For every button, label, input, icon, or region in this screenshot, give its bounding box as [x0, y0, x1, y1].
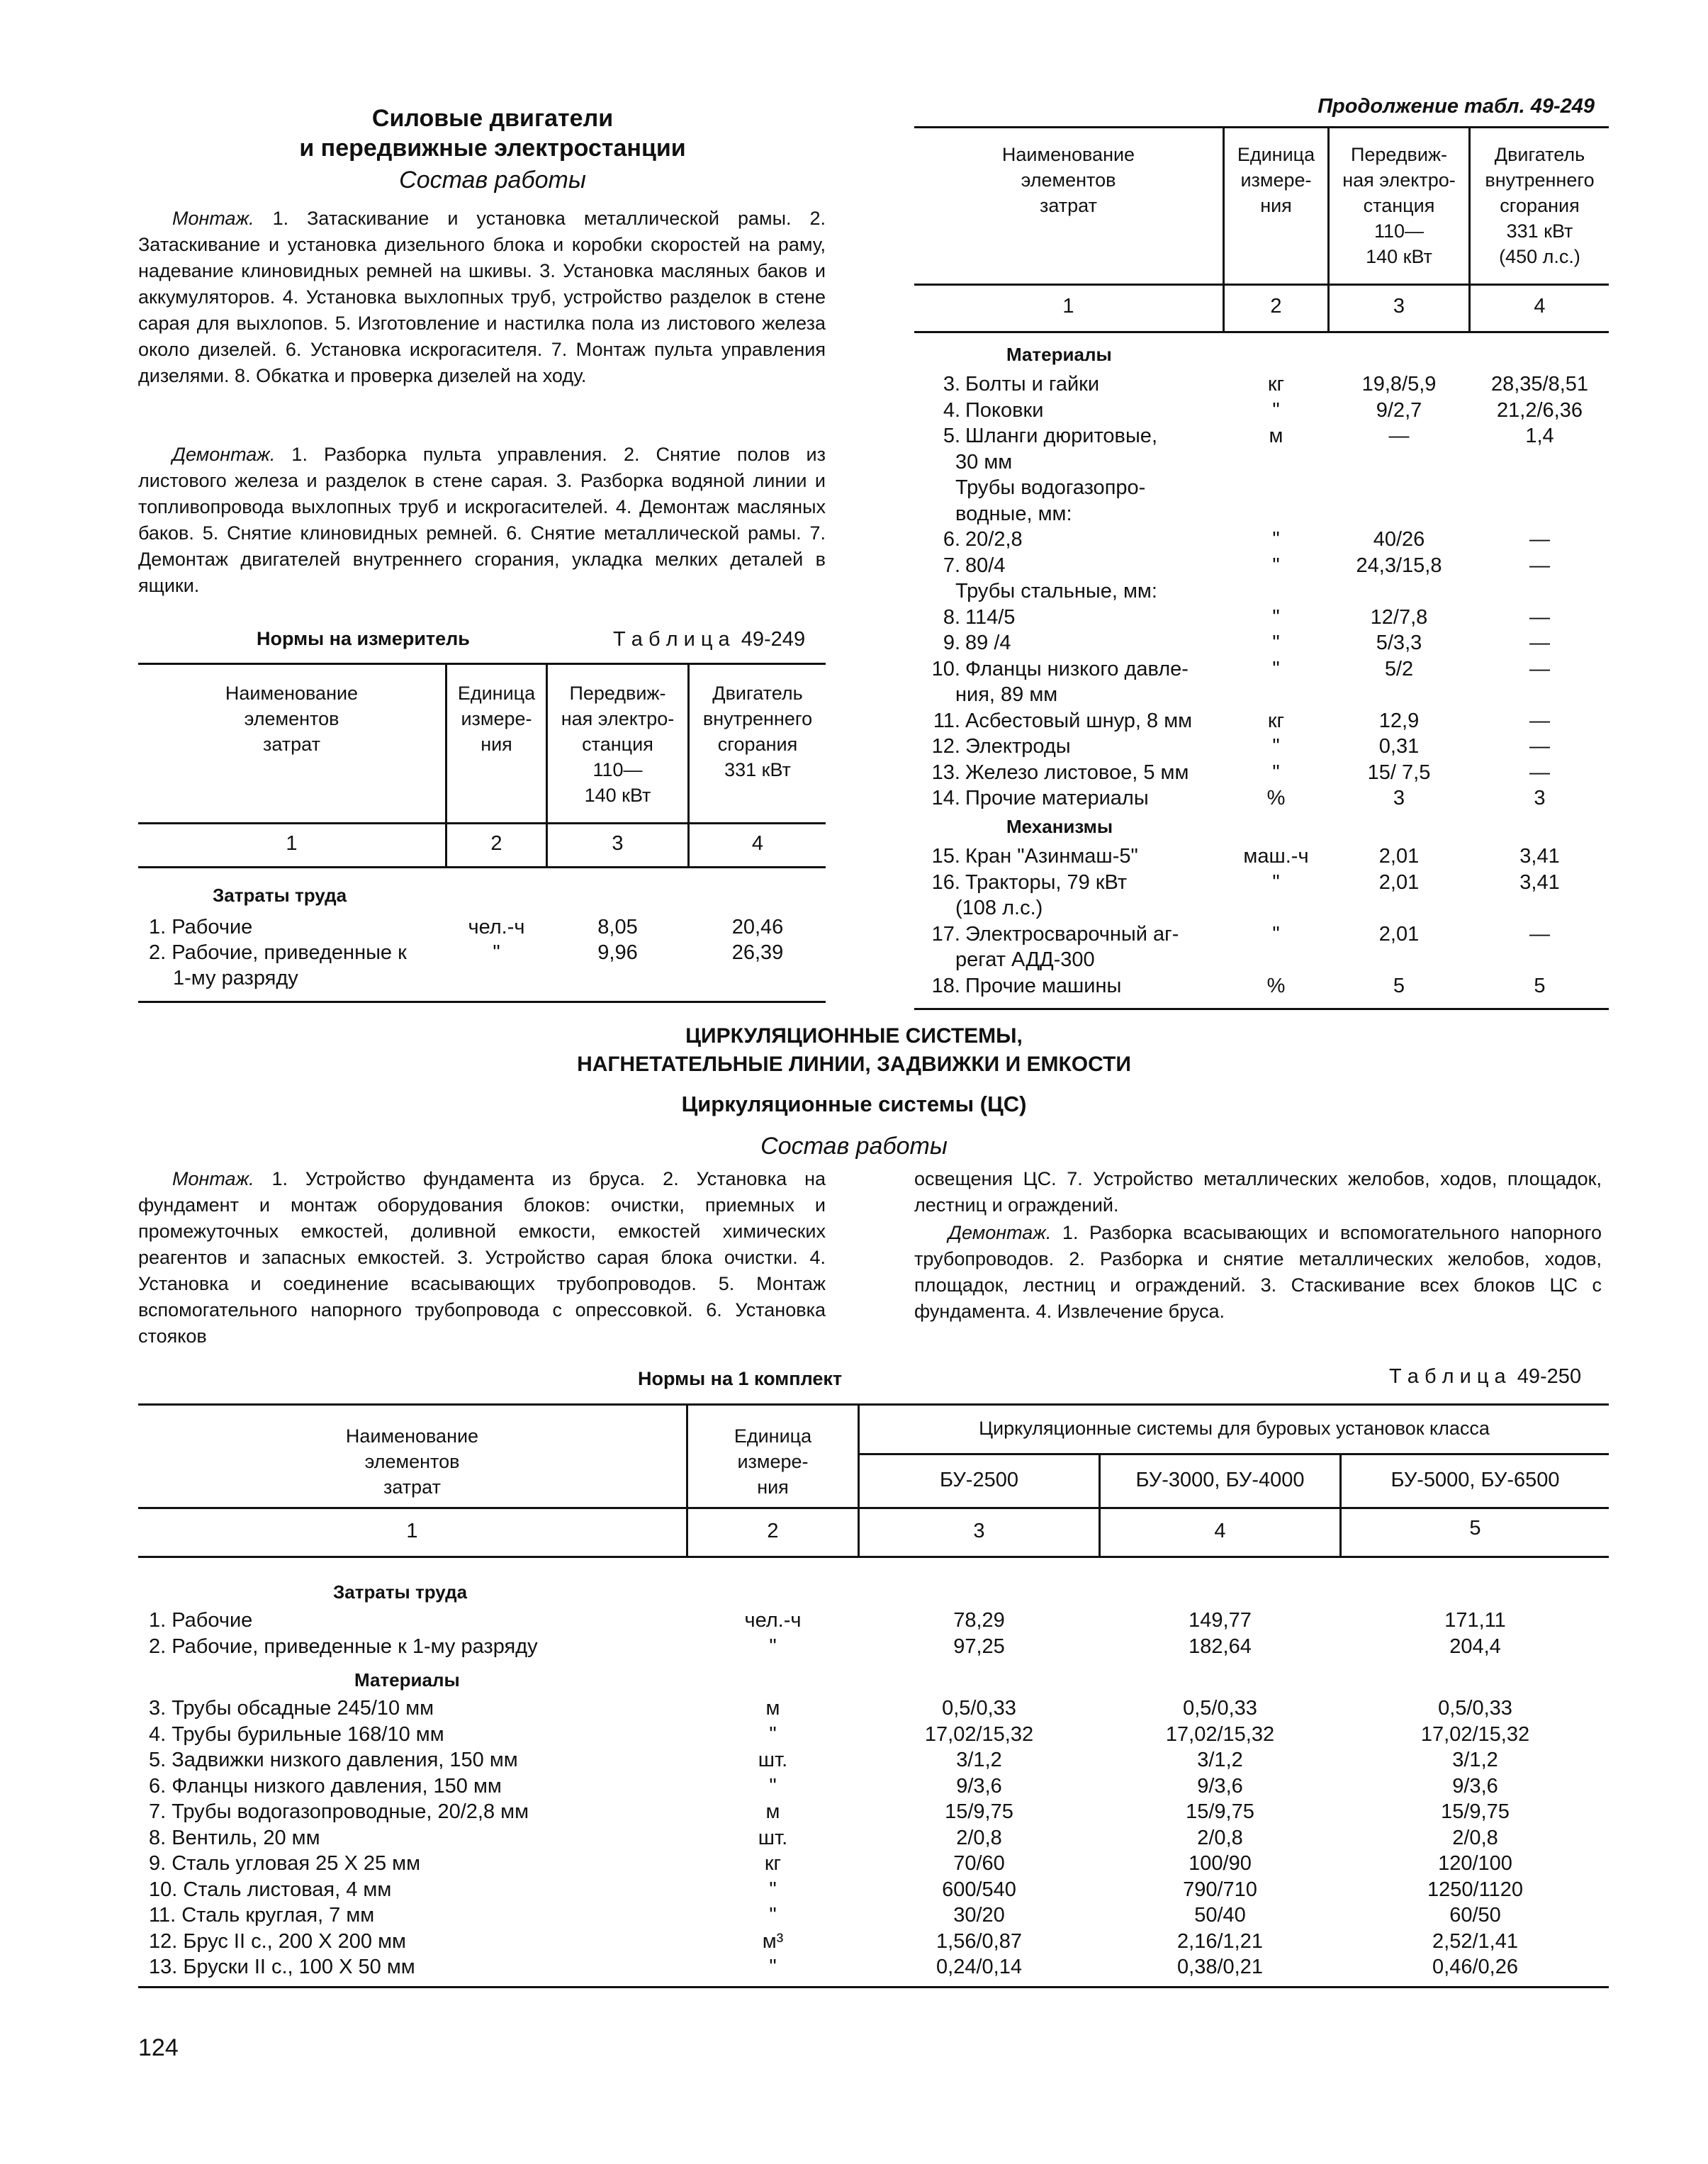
row-unit: маш.-ч: [1243, 845, 1309, 868]
row-station-value: —: [1388, 425, 1410, 447]
row-unit: м: [765, 1800, 780, 1823]
row-unit: ": [769, 1904, 777, 1927]
row-bu2500-value: 3/1,2: [956, 1749, 1002, 1771]
row-unit: ": [1272, 632, 1280, 654]
table250-colnum-2: 2: [767, 1520, 779, 1542]
table250-colnum-1: 1: [406, 1520, 418, 1542]
row-bu3000-value: 50/40: [1194, 1904, 1246, 1927]
row-number: 3.: [943, 373, 960, 396]
row-name: Кран "Азинмаш-5": [965, 845, 1138, 868]
row-bu3000-value: 17,02/15,32: [1165, 1722, 1275, 1746]
circ-montage-paragraph: [138, 1166, 826, 1350]
row-engine-value: —: [1529, 709, 1550, 732]
row-name: 11. Сталь круглая, 7 мм: [149, 1904, 375, 1927]
row-bu3000-value: 9/3,6: [1197, 1774, 1243, 1798]
row-engine-value: —: [1529, 528, 1550, 551]
table249c-header-rule: [914, 284, 1609, 286]
row-engine-value: 28,35/8,51: [1490, 373, 1589, 396]
row-engine-value: —: [1529, 605, 1550, 629]
row-bu5000-value: 2/0,8: [1452, 1826, 1498, 1849]
section-title-line2: и передвижные электростанции: [299, 135, 686, 162]
circ-right-text: освещения ЦС. 7. Устройство металлических желобов, ходов, площадок, лестниц и ограждений.: [914, 1168, 1602, 1216]
row-bu3000-value: 0,5/0,33: [1183, 1697, 1257, 1720]
circ-subheading: Циркуляционные системы (ЦС): [681, 1092, 1027, 1116]
row-unit: ": [769, 1956, 777, 1978]
table249-header-engine: Двигатель внутреннего сгорания 331 кВт: [702, 683, 813, 780]
row-engine-value: —: [1529, 761, 1550, 784]
table249-colnum-3: 3: [612, 832, 624, 855]
row-unit: ": [1272, 735, 1280, 758]
row-bu2500-value: 1,56/0,87: [936, 1929, 1022, 1953]
row-engine-value: 21,2/6,36: [1497, 398, 1583, 422]
row-name: Трубы водогазопро-: [955, 476, 1146, 499]
row-name: 89 /4: [965, 632, 1011, 654]
table250-group-rule: [858, 1453, 1609, 1455]
table249c-section-mechanisms: Механизмы: [1006, 816, 1113, 837]
row-station-value: 9/2,7: [1376, 398, 1422, 422]
table250-header-unit: Единица измере- ния: [734, 1425, 812, 1498]
table250-header-name: Наименование элементов затрат: [345, 1425, 479, 1498]
row-name: 12. Брус II с., 200 X 200 мм: [149, 1929, 406, 1953]
row-bu5000-value: 171,11: [1444, 1609, 1506, 1632]
row-name: 7. Трубы водогазопроводные, 20/2,8 мм: [149, 1800, 529, 1823]
table250-bottom-rule: [138, 1986, 1609, 1988]
section-title-line1: Силовые двигатели: [371, 105, 614, 132]
row-name: 5. Задвижки низкого давления, 150 мм: [149, 1749, 518, 1771]
row-name: Тракторы, 79 кВт: [965, 870, 1128, 894]
labor-unit: ": [493, 941, 500, 964]
table249c-bottom-rule: [914, 1008, 1609, 1010]
row-unit: м³: [762, 1929, 784, 1953]
row-unit: ": [1272, 761, 1280, 784]
circ-montage-label: Монтаж.: [172, 1168, 254, 1189]
row-name: регат АДД-300: [955, 948, 1095, 971]
row-station-value: 2,01: [1378, 845, 1420, 868]
row-bu2500-value: 600/540: [942, 1878, 1016, 1901]
row-name: Фланцы низкого давле-: [965, 657, 1189, 680]
table249c-header-station: Передвиж- ная электро- станция 110— 140 кВт: [1342, 144, 1456, 267]
labor-name-cont: 1-му разряду: [173, 967, 298, 990]
row-unit: кг: [1267, 373, 1285, 396]
row-bu2500-value: 17,02/15,32: [924, 1722, 1034, 1746]
row-bu2500-value: 70/60: [953, 1852, 1005, 1875]
row-name: Прочие машины: [965, 974, 1122, 997]
labor-station: 8,05: [597, 916, 638, 938]
row-number: 15.: [931, 845, 960, 868]
table250-header-rule: [138, 1507, 1609, 1509]
row-station-value: 5/3,3: [1376, 632, 1422, 654]
row-unit: ": [1272, 398, 1280, 422]
row-unit: ": [769, 1635, 777, 1658]
labor-engine: 20,46: [731, 916, 784, 938]
row-engine-value: 3,41: [1519, 845, 1560, 868]
row-unit: чел.-ч: [744, 1609, 802, 1632]
row-number: 8.: [943, 605, 960, 629]
row-engine-value: 3,41: [1519, 870, 1560, 894]
table250-header-group: Циркуляционные системы для буровых установок класса: [979, 1418, 1490, 1439]
circ-heading-1: ЦИРКУЛЯЦИОННЫЕ СИСТЕМЫ,: [685, 1024, 1023, 1048]
circ-demontage-label: Демонтаж.: [948, 1222, 1052, 1243]
row-bu5000-value: 17,02/15,32: [1420, 1722, 1530, 1746]
row-number: 5.: [943, 425, 960, 447]
row-number: 9.: [943, 632, 960, 654]
work-composition-title: Состав работы: [399, 167, 586, 194]
row-name: Болты и гайки: [965, 373, 1100, 396]
table250-num-rule: [138, 1556, 1609, 1558]
row-bu5000-value: 15/9,75: [1441, 1800, 1510, 1823]
row-bu2500-value: 78,29: [953, 1609, 1005, 1632]
row-station-value: 12/7,8: [1370, 605, 1428, 629]
row-engine-value: —: [1529, 735, 1550, 758]
table250-colnum-5: 5: [1469, 1517, 1481, 1540]
labor-name: 2. Рабочие, приведенные к: [149, 941, 407, 964]
row-unit: шт.: [758, 1826, 788, 1849]
row-bu2500-value: 30/20: [953, 1904, 1005, 1927]
row-name: 30 мм: [955, 450, 1013, 473]
table250-top-rule: [138, 1403, 1609, 1406]
row-name: ния, 89 мм: [955, 683, 1058, 706]
row-unit: ": [769, 1722, 777, 1746]
row-name: 80/4: [965, 554, 1006, 577]
montage-text: 1. Затаскивание и установка металлической рамы. 2. Затаскивание и установка дизельного блока и коробки скоростей на раму, надевание клиновидных ремней на шкивы. 3. Установка масляных баков и аккумуляторов. 4. Установка выхлопных труб, устройство разделок в стене сарая для выхлопов. 5. Изготовление и настилка пола из листового железа около дизелей. 6. Установка искрогасителя. 7. Монтаж пульта управления дизелями. 8. Обкатка и проверка дизелей на ходу.: [138, 208, 826, 386]
table-label-249: Т а б л и ц а 49-249: [613, 628, 806, 651]
row-name: Железо листовое, 5 мм: [965, 761, 1189, 784]
labor-unit: чел.-ч: [468, 916, 525, 938]
row-number: 11.: [933, 709, 960, 732]
row-station-value: 19,8/5,9: [1361, 373, 1437, 396]
table249-header-rule: [138, 822, 826, 824]
montage-label: Монтаж.: [172, 208, 254, 229]
row-engine-value: —: [1529, 632, 1550, 654]
table249c-top-rule: [914, 126, 1609, 128]
row-unit: ": [769, 1878, 777, 1901]
table249-section-labor: Затраты труда: [213, 885, 347, 906]
table249c-header-unit: Единица измере- ния: [1237, 144, 1315, 216]
table249-header-unit: Единица измере- ния: [457, 683, 536, 755]
row-bu5000-value: 60/50: [1449, 1904, 1501, 1927]
row-bu5000-value: 204,4: [1449, 1635, 1501, 1658]
row-bu2500-value: 0,24/0,14: [936, 1956, 1022, 1978]
row-number: 16.: [931, 870, 960, 894]
row-bu3000-value: 790/710: [1183, 1878, 1257, 1901]
row-bu3000-value: 3/1,2: [1197, 1749, 1243, 1771]
row-unit: ": [1272, 922, 1280, 946]
table249-bottom-rule: [138, 1001, 826, 1003]
row-unit: м: [765, 1697, 780, 1720]
row-bu3000-value: 15/9,75: [1186, 1800, 1254, 1823]
row-name: Шланги дюритовые,: [965, 425, 1157, 447]
table250-section-materials: Материалы: [354, 1669, 460, 1691]
row-bu5000-value: 3/1,2: [1452, 1749, 1498, 1771]
row-bu5000-value: 120/100: [1438, 1852, 1512, 1875]
row-name: Поковки: [965, 398, 1044, 422]
row-engine-value: 1,4: [1525, 425, 1554, 447]
row-name: Асбестовый шнур, 8 мм: [965, 709, 1193, 732]
row-station-value: 5/2: [1384, 657, 1414, 680]
row-name: 8. Вентиль, 20 мм: [149, 1826, 320, 1849]
row-unit: шт.: [758, 1749, 788, 1771]
row-unit: ": [769, 1774, 777, 1798]
row-name: 4. Трубы бурильные 168/10 мм: [149, 1722, 444, 1746]
row-engine-value: —: [1529, 922, 1550, 946]
labor-engine: 26,39: [731, 941, 784, 964]
page-number: 124: [138, 2034, 179, 2061]
row-bu3000-value: 2/0,8: [1197, 1826, 1243, 1849]
row-engine-value: —: [1529, 554, 1550, 577]
labor-name: 1. Рабочие: [149, 916, 253, 938]
row-engine-value: 5: [1534, 974, 1546, 997]
row-unit: ": [1272, 870, 1280, 894]
row-unit: кг: [1267, 709, 1285, 732]
table249c-num-rule: [914, 331, 1609, 333]
table249-header-name: Наименование элементов затрат: [225, 683, 359, 755]
row-name: Электросварочный аг-: [965, 922, 1179, 946]
demontage-paragraph: [138, 442, 826, 599]
row-name: 6. Фланцы низкого давления, 150 мм: [149, 1774, 502, 1798]
labor-station: 9,96: [597, 941, 638, 964]
row-number: 6.: [943, 528, 960, 551]
row-number: 4.: [943, 398, 960, 422]
row-name: 20/2,8: [965, 528, 1023, 551]
row-number: 10.: [931, 657, 960, 680]
row-bu5000-value: 1250/1120: [1427, 1878, 1523, 1901]
row-name: (108 л.с.): [955, 897, 1043, 919]
row-bu2500-value: 0,5/0,33: [942, 1697, 1016, 1720]
row-unit: %: [1266, 974, 1286, 997]
row-bu2500-value: 15/9,75: [945, 1800, 1013, 1823]
row-name: 1. Рабочие: [149, 1609, 253, 1632]
table-label-250: Т а б л и ц а 49-250: [1389, 1365, 1582, 1388]
row-bu5000-value: 9/3,6: [1452, 1774, 1498, 1798]
row-station-value: 3: [1393, 787, 1405, 809]
norms-label-250: Нормы на 1 комплект: [638, 1368, 843, 1389]
row-bu3000-value: 100/90: [1189, 1852, 1252, 1875]
row-station-value: 12,9: [1378, 709, 1420, 732]
row-station-value: 2,01: [1378, 870, 1420, 894]
row-number: 13.: [931, 761, 960, 784]
table249c-colnum-4: 4: [1534, 295, 1546, 318]
row-station-value: 15/ 7,5: [1367, 761, 1431, 784]
row-name: Прочие материалы: [965, 787, 1149, 809]
row-bu2500-value: 9/3,6: [956, 1774, 1002, 1798]
row-bu2500-value: 2/0,8: [956, 1826, 1002, 1849]
table249c-section-materials: Материалы: [1006, 344, 1112, 365]
table250-subheader-3: БУ-5000, БУ-6500: [1390, 1469, 1560, 1491]
section-title: [138, 103, 847, 163]
row-bu2500-value: 97,25: [953, 1635, 1005, 1658]
table249-colnum-2: 2: [490, 832, 502, 855]
row-bu3000-value: 149,77: [1189, 1609, 1252, 1632]
circ-right-paragraph: [914, 1166, 1602, 1218]
row-station-value: 0,31: [1378, 735, 1420, 758]
table249-top-rule: [138, 663, 826, 665]
row-name: 9. Сталь угловая 25 X 25 мм: [149, 1852, 421, 1875]
table249c-colnum-1: 1: [1062, 295, 1074, 318]
circ-demontage-text: 1. Разборка всасывающих и вспомогательного напорного трубопроводов. 2. Разборка и снятие металлических желобов, ходов, площадок, лестниц и ограждений. 3. Стаскивание всех блоков ЦС с фундамента. 4. Извлечение бруса.: [914, 1222, 1602, 1322]
table250-subheader-2: БУ-3000, БУ-4000: [1135, 1469, 1305, 1491]
row-number: 14.: [931, 787, 960, 809]
table249c-header-name: Наименование элементов затрат: [1001, 144, 1135, 216]
continuation-label: Продолжение табл. 49-249: [1317, 95, 1595, 118]
row-unit: м: [1269, 425, 1283, 447]
demontage-label: Демонтаж.: [172, 444, 276, 465]
row-unit: ": [1272, 605, 1280, 629]
row-bu3000-value: 182,64: [1189, 1635, 1252, 1658]
row-bu3000-value: 0,38/0,21: [1177, 1956, 1263, 1978]
row-station-value: 2,01: [1378, 922, 1420, 946]
row-engine-value: 3: [1534, 787, 1546, 809]
row-station-value: 40/26: [1373, 528, 1425, 551]
row-bu5000-value: 0,46/0,26: [1432, 1956, 1518, 1978]
circ-heading-2: НАГНЕТАТЕЛЬНЫЕ ЛИНИИ, ЗАДВИЖКИ И ЕМКОСТИ: [577, 1053, 1131, 1076]
norms-label: Нормы на измеритель: [257, 628, 470, 649]
row-name: 2. Рабочие, приведенные к 1-му разряду: [149, 1635, 538, 1658]
row-number: 7.: [943, 554, 960, 577]
row-station-value: 24,3/15,8: [1356, 554, 1442, 577]
row-bu5000-value: 0,5/0,33: [1438, 1697, 1512, 1720]
row-name: водные, мм:: [955, 502, 1072, 525]
table249-num-rule: [138, 866, 826, 868]
montage-paragraph: [138, 206, 826, 389]
table249c-colnum-2: 2: [1270, 295, 1282, 318]
table250-subheader-1: БУ-2500: [940, 1469, 1018, 1491]
row-bu5000-value: 2,52/1,41: [1432, 1929, 1518, 1953]
row-station-value: 5: [1393, 974, 1405, 997]
row-name: 114/5: [965, 605, 1016, 629]
circ-work-title: Состав работы: [760, 1133, 948, 1160]
table250-section-labor: Затраты труда: [333, 1581, 468, 1603]
circ-demontage-paragraph: [914, 1220, 1602, 1325]
table249-colnum-1: 1: [286, 832, 298, 855]
row-name: 3. Трубы обсадные 245/10 мм: [149, 1697, 434, 1720]
table249-header-station: Передвиж- ная электро- станция 110— 140 кВт: [561, 683, 675, 806]
row-unit: ": [1272, 554, 1280, 577]
row-number: 17.: [931, 922, 960, 946]
row-unit: ": [1272, 657, 1280, 680]
demontage-text: 1. Разборка пульта управления. 2. Снятие полов из листового железа и разделок в стене сарая. 3. Разборка водяной линии и топливопровода выхлопных труб и искрогасителей. 4. Демонтаж масляных баков. 5. Снятие клиновидных ремней. 6. Снятие металлической рамы. 7. Демонтаж двигателей внутреннего сгорания, укладка мелких деталей в ящики.: [138, 444, 826, 596]
row-bu3000-value: 2,16/1,21: [1177, 1929, 1263, 1953]
row-name: 13. Бруски II с., 100 X 50 мм: [149, 1956, 415, 1978]
row-number: 18.: [931, 974, 960, 997]
table249c-header-engine: Двигатель внутреннего сгорания 331 кВт (450 л.с.): [1485, 144, 1595, 267]
row-unit: ": [1272, 528, 1280, 551]
row-number: 12.: [931, 735, 960, 758]
row-name: Электроды: [965, 735, 1071, 758]
circ-montage-text: 1. Устройство фундамента из бруса. 2. Установка на фундамент и монтаж оборудования блоков: очистки, приемных и промежуточных емкостей, доливной емкости, емкостей химических реагентов и запасных емкостей. 3. Устройство сарая блока очистки. 4. Установка и соединение всасывающих трубопроводов. 5. Монтаж вспомогательного напорного трубопровода с опрессовкой. 6. Установка стояков: [138, 1168, 826, 1347]
table249-colnum-4: 4: [751, 832, 764, 855]
row-unit: кг: [764, 1852, 782, 1875]
row-engine-value: —: [1529, 657, 1550, 680]
row-name: 10. Сталь листовая, 4 мм: [149, 1878, 392, 1901]
row-name: Трубы стальные, мм:: [955, 580, 1157, 602]
table250-colnum-4: 4: [1214, 1520, 1226, 1542]
table250-colnum-3: 3: [973, 1520, 985, 1542]
row-unit: %: [1266, 787, 1286, 809]
table249c-colnum-3: 3: [1393, 295, 1405, 318]
